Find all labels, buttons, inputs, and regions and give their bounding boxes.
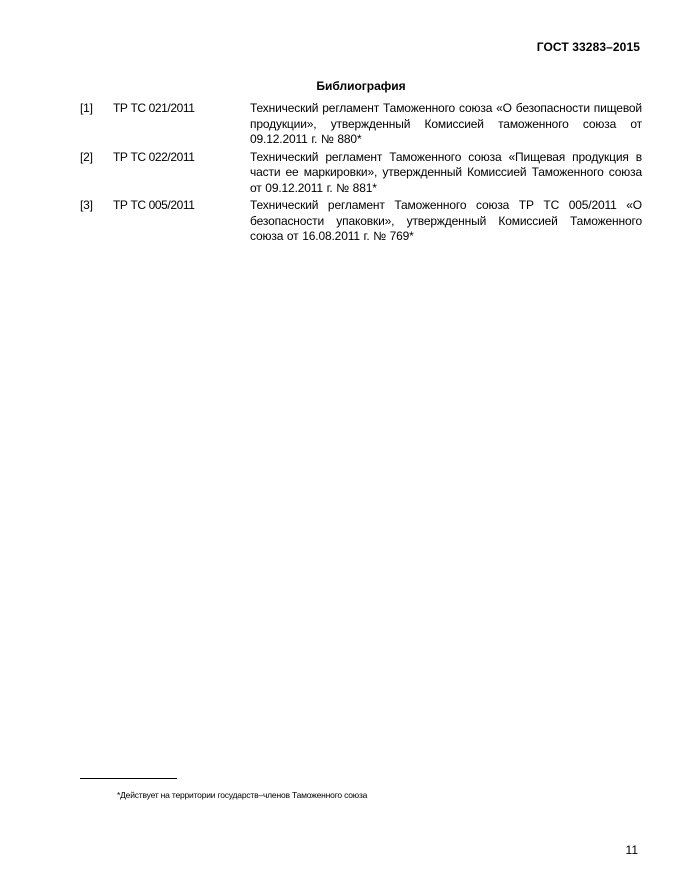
entry-code: ТР ТС 022/2011 (113, 149, 195, 164)
entry-description: Технический регламент Таможенного союза «О безопасности пищевой продукции», утвержденный Комиссией таможенного союза от 09.12.2011 г. № 880* (250, 101, 642, 146)
entry-number: [1] (80, 101, 93, 115)
section-title: Библиография (316, 79, 406, 93)
document-code: ГОСТ 33283–2015 (536, 40, 640, 54)
bibliography-entry (80, 150, 642, 197)
bibliography-entry (80, 101, 642, 148)
entry-number: [3] (80, 198, 93, 212)
page-number: 11 (625, 843, 638, 857)
entry-code: ТР ТС 005/2011 (113, 198, 195, 212)
entry-description: Технический регламент Таможенного союза «Пищевая продукция в части ее маркировки», утвержденный Комиссией Таможенного союза от 09.12.2011 г. № 881* (250, 149, 642, 195)
footnote-separator (80, 778, 177, 779)
footnote-text: *Действует на территории государств–членов Таможенного союза (117, 790, 368, 800)
bibliography-entry (80, 198, 642, 245)
bibliography-list (80, 101, 642, 247)
entry-code: ТР ТС 021/2011 (113, 101, 195, 115)
entry-number: [2] (80, 149, 93, 164)
entry-description: Технический регламент Таможенного союза ТР ТС 005/2011 «О безопасности упаковки», утвержденный Комиссией Таможенного союза от 16.08.2011 г. № 769* (250, 198, 642, 243)
